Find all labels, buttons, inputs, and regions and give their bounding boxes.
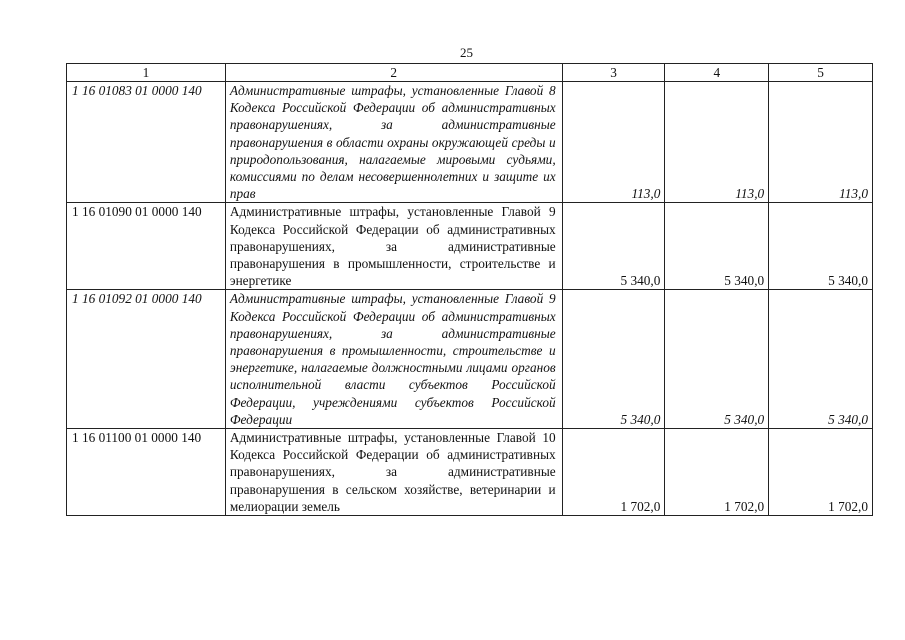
budget-code: 1 16 01083 01 0000 140 bbox=[67, 82, 226, 203]
value-col-5: 113,0 bbox=[769, 82, 873, 203]
value-col-4: 5 340,0 bbox=[665, 290, 769, 429]
value-col-5: 5 340,0 bbox=[769, 290, 873, 429]
header-col-2: 2 bbox=[225, 64, 562, 82]
table-row bbox=[67, 429, 873, 516]
budget-code: 1 16 01090 01 0000 140 bbox=[67, 203, 226, 290]
table-row bbox=[67, 82, 873, 203]
page-number: 25 bbox=[460, 45, 473, 60]
value-col-5: 1 702,0 bbox=[769, 429, 873, 516]
value-col-3: 113,0 bbox=[562, 82, 665, 203]
value-col-3: 5 340,0 bbox=[562, 290, 665, 429]
header-row bbox=[67, 64, 873, 82]
value-col-3: 5 340,0 bbox=[562, 203, 665, 290]
row-description: Административные штрафы, установленные Главой 8 Кодекса Российской Федерации об административных правонарушениях, за административные правонарушения в области охраны окружающей среды и природопользования, налагаемые мировыми судьями, комиссиями по делам несовершеннолетних и защите их прав bbox=[225, 82, 562, 203]
table-row bbox=[67, 290, 873, 429]
budget-code: 1 16 01100 01 0000 140 bbox=[67, 429, 226, 516]
row-description: Административные штрафы, установленные Главой 9 Кодекса Российской Федерации об административных правонарушениях, за административные правонарушения в промышленности, строительстве и энергетике bbox=[225, 203, 562, 290]
value-col-3: 1 702,0 bbox=[562, 429, 665, 516]
value-col-4: 113,0 bbox=[665, 82, 769, 203]
header-col-5: 5 bbox=[769, 64, 873, 82]
value-col-5: 5 340,0 bbox=[769, 203, 873, 290]
value-col-4: 1 702,0 bbox=[665, 429, 769, 516]
header-col-3: 3 bbox=[562, 64, 665, 82]
header-col-4: 4 bbox=[665, 64, 769, 82]
budget-code: 1 16 01092 01 0000 140 bbox=[67, 290, 226, 429]
row-description: Административные штрафы, установленные Главой 10 Кодекса Российской Федерации об административных правонарушениях, за административные правонарушения в сельском хозяйстве, ветеринарии и мелиорации земель bbox=[225, 429, 562, 516]
value-col-4: 5 340,0 bbox=[665, 203, 769, 290]
header-col-1: 1 bbox=[67, 64, 226, 82]
row-description: Административные штрафы, установленные Главой 9 Кодекса Российской Федерации об административных правонарушениях, за административные правонарушения в промышленности, строительстве и энергетике, налагаемые должностными лицами органов исполнительной власти субъектов Российской Федерации, учреждениями субъектов Российской Федерации bbox=[225, 290, 562, 429]
table-row bbox=[67, 203, 873, 290]
budget-table bbox=[66, 63, 873, 516]
